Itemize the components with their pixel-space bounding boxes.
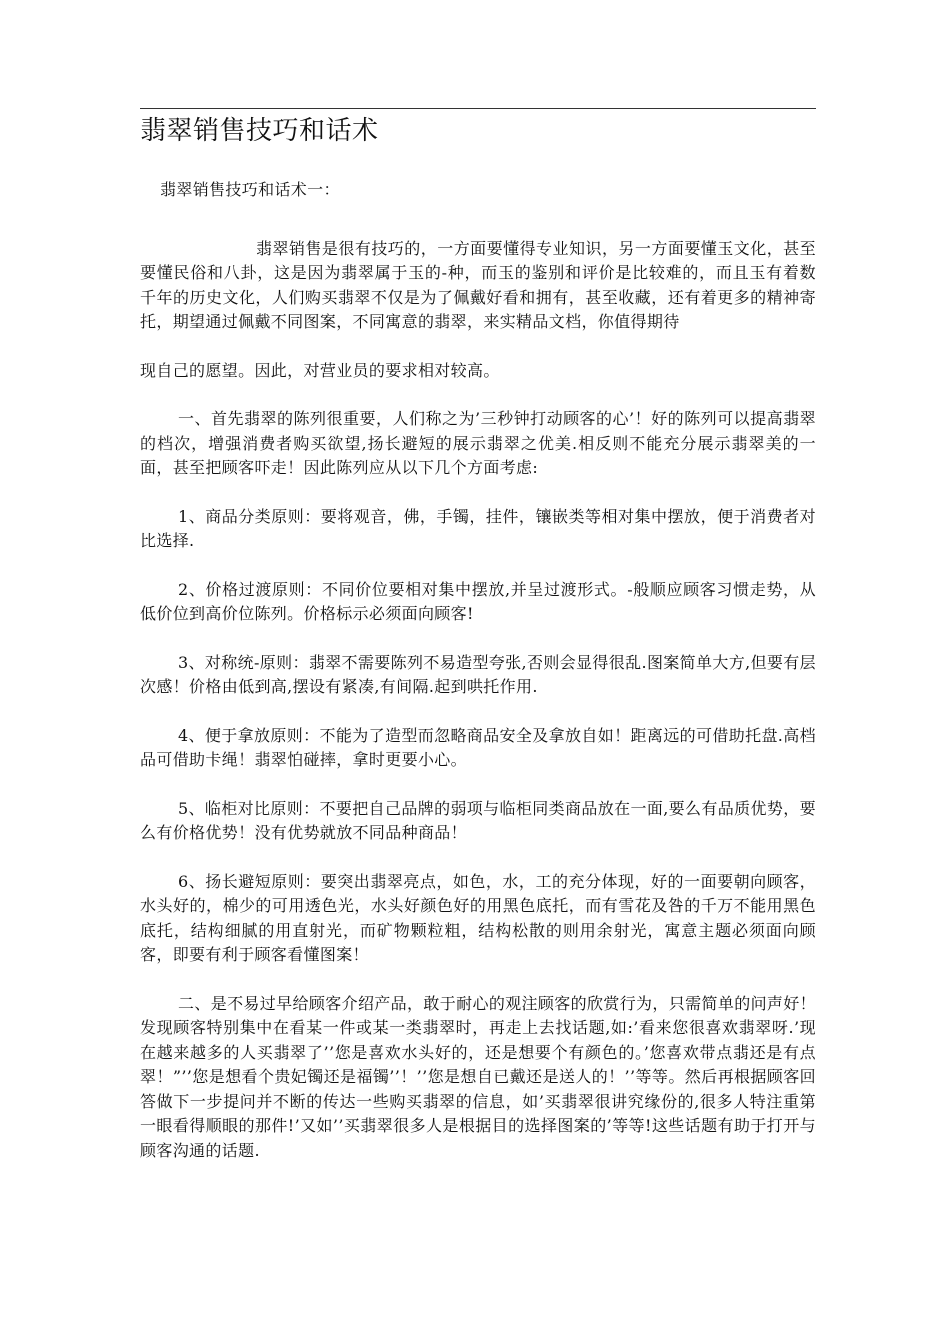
paragraph-rule-counter-comparison: 5、临柜对比原则：不要把自己品牌的弱项与临柜同类商品放在一面,要么有品质优势，要么有价格优势！没有优势就放不同品种商品！ [140,798,816,842]
paragraph-rule-easy-access: 4、便于拿放原则：不能为了造型而忽略商品安全及拿放自如！距离远的可借助托盘.高档品可借助卡绳！翡翠怕碰摔，拿时更要小心。 [140,725,816,769]
paragraph-customer-approach: 二、是不易过早给顾客介绍产品，敢于耐心的观注顾客的欣赏行为，只需简单的问声好！发现顾客特别集中在看某一件或某一类翡翠时，再走上去找话题,如:’看来您很喜欢翡翠呀.’现在越来越多的人买翡翠了’’您是喜欢水头好的，还是想要个有颜色的。’您喜欢带点翡还是有点翠！”’’您是想看个贵妃镯还是福镯’’！’’您是想自已戴还是送人的！’’等等。然后再根据顾客回答做下一步提问并不断的传达一些购买翡翠的信息，如’买翡翠很讲究缘份的,很多人特注重第一眼看得顺眼的那件!’又如’’买翡翠很多人是根据目的选择图案的’等等!这些话题有助于打开与顾客沟通的话题. [140,993,816,1160]
paragraph-rule-symmetry: 3、对称统-原则：翡翠不需要陈列不易造型夸张,否则会显得很乱.图案简单大方,但要有层次感！价格由低到高,摆设有紧凑,有间隔.起到哄托作用. [140,652,816,696]
document-body [140,178,816,1187]
paragraph-rule-strengths: 6、扬长避短原则：要突出翡翠亮点，如色，水，工的充分体现，好的一面要朝向顾客，水头好的，棉少的可用透色光，水头好颜色好的用黑色底托，而有雪花及咎的千万不能用黑色底托，结构细腻的用直射光，而矿物颗粒粗，结构松散的则用余射光，寓意主题必须面向顾客，即要有利于顾客看懂图案！ [140,871,816,964]
paragraph-rule-price-transition: 2、价格过渡原则：不同价位要相对集中摆放,并呈过渡形式。-般顺应顾客习惯走势，从低价位到高价位陈列。价格标示必须面向顾客! [140,579,816,623]
section-subtitle: 翡翠销售技巧和话术一： [160,180,340,199]
intro-paragraph: 翡翠销售是很有技巧的，一方面要懂得专业知识，另一方面要懂玉文化，甚至要懂民俗和八卦，这是因为翡翠属于玉的-种，而玉的鉴别和评价是比较难的，而且玉有着数千年的历史文化，人们购买翡翠不仅是为了佩戴好看和拥有，甚至收藏，还有着更多的精神寄托，期望通过佩戴不同图案，不同寓意的翡翠，来实精品文档，你值得期待 [140,238,816,331]
intro-continuation: 现自己的愿望。因此，对营业员的要求相对较高。 [140,360,500,380]
paragraph-display-importance: 一、首先翡翠的陈列很重要，人们称之为’三秒钟打动顾客的心’！好的陈列可以提高翡翠的档次，增强消费者购买欲望,扬长避短的展示翡翠之优美.相反则不能充分展示翡翠美的一面，甚至把顾客吓走！因此陈列应从以下几个方面考虑: [140,409,816,477]
paragraph-rule-categorization: 1、商品分类原则：要将观音，佛，手镯，挂件，镶嵌类等相对集中摆放，便于消费者对比选择. [140,506,816,550]
header-rule [140,108,816,109]
document-title: 翡翠销售技巧和话术 [140,116,379,146]
